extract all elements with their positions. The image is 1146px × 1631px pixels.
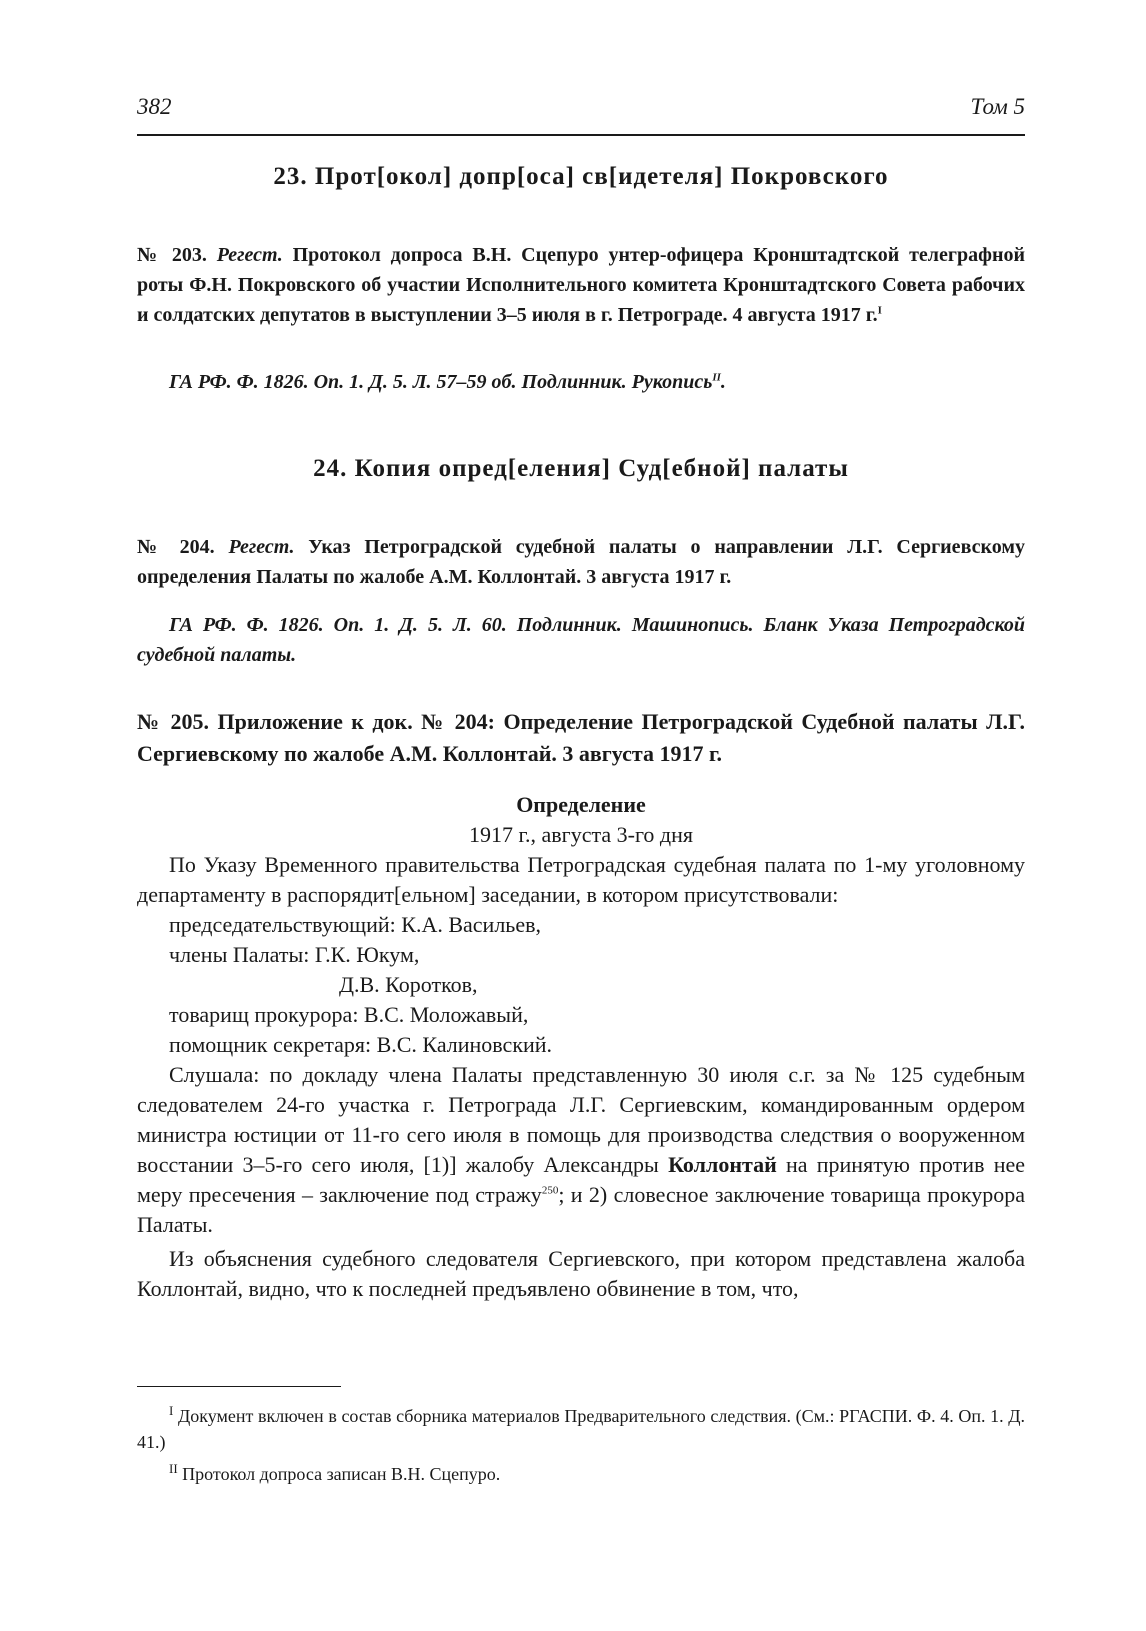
volume-label: Том 5 bbox=[970, 94, 1025, 119]
member-line: Д.В. Коротков, bbox=[339, 972, 478, 997]
running-header bbox=[137, 94, 1025, 136]
regest-number: № 204. bbox=[137, 536, 229, 558]
regest-203 bbox=[137, 240, 1025, 330]
member-line: председательствующий: К.А. Васильев, bbox=[169, 912, 541, 937]
footnote-mark: I bbox=[169, 1403, 174, 1418]
member-line: помощник секретаря: В.С. Калиновский. bbox=[169, 1032, 553, 1057]
section-23-title: 23. Прот[окол] допр[оса] св[идетеля] Покровского bbox=[273, 163, 889, 190]
footnote-ref: I bbox=[877, 304, 882, 317]
name-kollontai: Коллонтай bbox=[668, 1152, 777, 1177]
archive-end: . bbox=[720, 371, 726, 393]
footnote-rule bbox=[137, 1386, 341, 1387]
page-number: 382 bbox=[137, 94, 172, 119]
footnote-text: Протокол допроса записан В.Н. Сцепуро. bbox=[182, 1464, 501, 1484]
regest-204 bbox=[137, 532, 1025, 592]
section-24-title: 24. Копия опред[еления] Суд[ебной] палаты bbox=[313, 455, 849, 482]
intro-paragraph: По Указу Временного правительства Петроградская судебная палата по 1-му уголовному департаменту в распорядит[ельном] заседании, в котором присутствовали: bbox=[137, 852, 1025, 907]
document-date: 1917 г., августа 3-го дня bbox=[468, 822, 694, 847]
footnote-text: Документ включен в состав сборника материалов Предварительного следствия. (См.: РГАСПИ. Ф. 4. Оп. 1. Д. 41.) bbox=[137, 1406, 1026, 1452]
member-line: члены Палаты: Г.К. Юкум, bbox=[169, 942, 420, 967]
footnote-ref: 250 bbox=[541, 1184, 559, 1197]
document-title: Определение bbox=[516, 792, 646, 817]
footnote-mark: II bbox=[169, 1461, 178, 1476]
footnote-2 bbox=[137, 1456, 1025, 1487]
archive-ref-203 bbox=[137, 367, 1025, 397]
hearing-paragraph bbox=[137, 1060, 1025, 1240]
member-line: товарищ прокурора: В.С. Моложавый, bbox=[169, 1002, 529, 1027]
archive-text: ГА РФ. Ф. 1826. Оп. 1. Д. 5. Л. 60. Подлинник. Машинопись. Бланк Указа Петроградской судебной палаты. bbox=[137, 614, 1025, 666]
regest-label: Регест. bbox=[228, 536, 295, 558]
footnote-1 bbox=[137, 1398, 1025, 1455]
hearing-text-c: ; и 2) словесное заключение товарища прокурора Палаты. bbox=[137, 1182, 1025, 1237]
regest-label: Регест. bbox=[216, 244, 283, 266]
regest-number: № 203. bbox=[137, 244, 217, 266]
footnote-ref: II bbox=[712, 371, 721, 384]
hearing-text-a: Слушала: по докладу члена Палаты представленную 30 июля с.г. за № 125 судебным следователем 24-го участка г. Петрограда Л.Г. Сергиевским, командированным ордером министра юстиции от 11-го сего июля в помощь для производства следствия о вооруженном восстании 3–5-го сего июля, [1)] жалобу Александры bbox=[137, 1062, 1025, 1177]
explanation-paragraph: Из объяснения судебного следователя Сергиевского, при котором представлена жалоба Коллонтай, видно, что к последней предъявлено обвинение в том, что, bbox=[137, 1246, 1025, 1301]
document-body bbox=[137, 790, 1025, 1304]
archive-ref-204 bbox=[137, 610, 1025, 670]
hearing-text-b: на принятую против нее меру пресечения – заключение под стражу bbox=[137, 1152, 1025, 1207]
archive-text: ГА РФ. Ф. 1826. Оп. 1. Д. 5. Л. 57–59 об. Подлинник. Рукопись bbox=[169, 371, 713, 393]
appendix-heading: № 205. Приложение к док. № 204: Определение Петроградской Судебной палаты Л.Г. Сергиевскому по жалобе А.М. Коллонтай. 3 августа 1917 г. bbox=[137, 709, 1025, 766]
regest-text: Указ Петроградской судебной палаты о направлении Л.Г. Сергиевскому определения Палаты по жалобе А.М. Коллонтай. 3 августа 1917 г. bbox=[137, 536, 1025, 588]
regest-text: Протокол допроса В.Н. Сцепуро унтер-офицера Кронштадтской телеграфной роты Ф.Н. Покровского об участии Исполнительного комитета Кронштадтского Совета рабочих и солдатских депутатов в выступлении 3–5 июля в г. Петрограде. 4 августа 1917 г. bbox=[137, 244, 1025, 326]
